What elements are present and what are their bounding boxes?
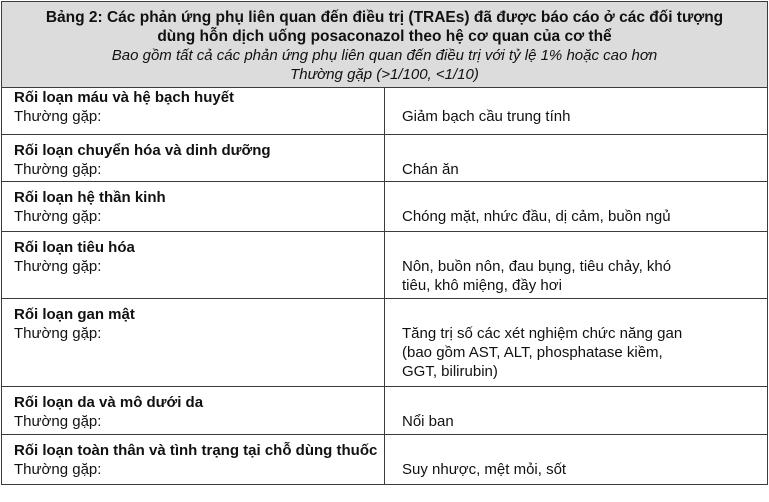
effects-cell <box>385 88 768 135</box>
effects-cell <box>385 387 768 435</box>
category-label: Rối loạn hệ thần kinh <box>14 189 166 206</box>
effects-text: Chán ăn <box>402 161 459 178</box>
frequency-label: Thường gặp: <box>14 108 102 125</box>
frequency-label: Thường gặp: <box>14 461 102 478</box>
frequency-label: Thường gặp: <box>14 413 102 430</box>
effects-cell <box>385 135 768 182</box>
effects-text-line-1: Nôn, buồn nôn, đau bụng, tiêu chảy, khó <box>402 258 672 275</box>
effects-cell <box>385 232 768 299</box>
effects-text: Chóng mặt, nhức đầu, dị cảm, buồn ngủ <box>402 208 671 225</box>
category-label: Rối loạn toàn thân và tình trạng tại chỗ dùng thuốc <box>14 442 378 459</box>
category-label: Rối loạn máu và hệ bạch huyết <box>14 89 235 106</box>
table-row <box>2 135 768 182</box>
table-row <box>2 232 768 299</box>
category-label: Rối loạn da và mô dưới da <box>14 394 204 411</box>
category-cell <box>2 232 385 299</box>
table-subtitle-line-2: Thường gặp (>1/100, <1/10) <box>290 66 479 83</box>
table-title-line-2: dùng hỗn dịch uống posaconazol theo hệ cơ quan của cơ thể <box>157 28 612 45</box>
category-cell <box>2 88 385 135</box>
table-header <box>2 2 768 88</box>
adverse-reactions-table <box>1 1 768 485</box>
category-label: Rối loạn gan mật <box>14 306 135 323</box>
frequency-label: Thường gặp: <box>14 325 102 342</box>
table-row <box>2 299 768 387</box>
effects-text-line-1: Tăng trị số các xét nghiệm chức năng gan <box>402 325 683 342</box>
category-cell <box>2 299 385 387</box>
table-row <box>2 435 768 485</box>
table-row <box>2 387 768 435</box>
table-row <box>2 88 768 135</box>
category-cell <box>2 135 385 182</box>
effects-cell <box>385 299 768 387</box>
effects-text-line-2: (bao gồm AST, ALT, phosphatase kiềm, <box>402 344 663 361</box>
table-row <box>2 182 768 232</box>
effects-text: Nổi ban <box>402 413 454 430</box>
category-cell <box>2 387 385 435</box>
frequency-label: Thường gặp: <box>14 208 102 225</box>
frequency-label: Thường gặp: <box>14 161 102 178</box>
category-label: Rối loạn chuyển hóa và dinh dưỡng <box>14 142 271 159</box>
effects-text: Suy nhược, mệt mỏi, sốt <box>402 461 567 478</box>
category-label: Rối loạn tiêu hóa <box>14 239 135 256</box>
category-cell <box>2 182 385 232</box>
table-subtitle-line-1: Bao gồm tất cả các phản ứng phụ liên quan đến điều trị với tỷ lệ 1% hoặc cao hơn <box>111 47 658 64</box>
frequency-label: Thường gặp: <box>14 258 102 275</box>
effects-text: Giảm bạch cầu trung tính <box>402 108 571 125</box>
effects-cell <box>385 182 768 232</box>
effects-text-line-2: tiêu, khô miệng, đầy hơi <box>402 277 562 294</box>
category-cell <box>2 435 385 485</box>
effects-text-line-3: GGT, bilirubin) <box>402 363 498 380</box>
effects-cell <box>385 435 768 485</box>
table-title-line-1: Bảng 2: Các phản ứng phụ liên quan đến điều trị (TRAEs) đã được báo cáo ở các đối tượng <box>45 9 724 26</box>
